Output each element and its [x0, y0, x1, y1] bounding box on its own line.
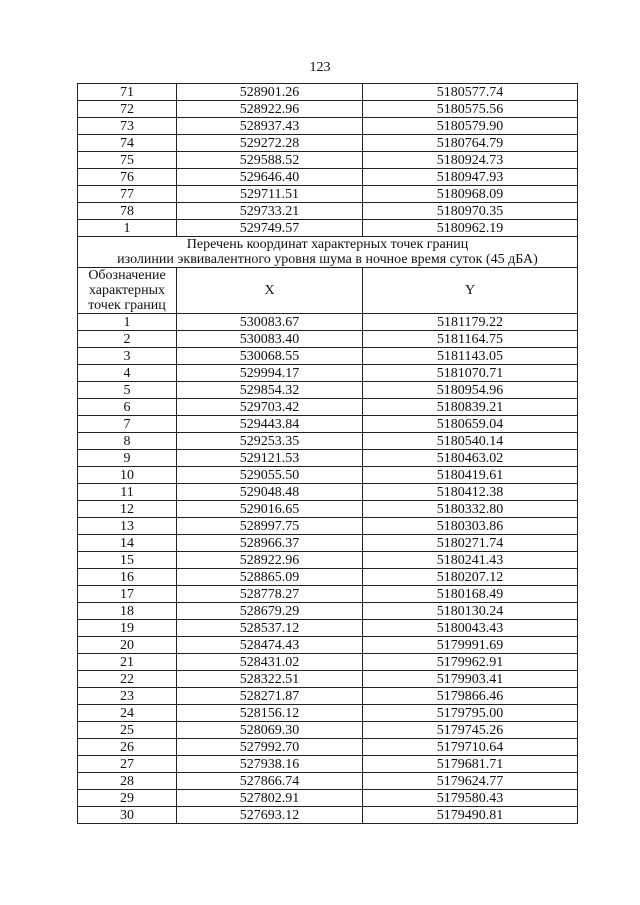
point-number-cell: 74 — [78, 135, 177, 152]
x-coordinate-cell: 529055.50 — [177, 467, 363, 484]
y-coordinate-cell: 5179681.71 — [363, 756, 578, 773]
table-row — [78, 552, 578, 569]
point-number-cell: 13 — [78, 518, 177, 535]
y-coordinate-cell: 5180463.02 — [363, 450, 578, 467]
table-row — [78, 807, 578, 824]
point-number-cell: 11 — [78, 484, 177, 501]
point-number-cell: 30 — [78, 807, 177, 824]
x-coordinate-cell: 530083.40 — [177, 331, 363, 348]
x-coordinate-cell: 529272.28 — [177, 135, 363, 152]
point-number-cell: 6 — [78, 399, 177, 416]
point-number-cell: 75 — [78, 152, 177, 169]
y-coordinate-cell: 5180168.49 — [363, 586, 578, 603]
point-number-cell: 78 — [78, 203, 177, 220]
table-row — [78, 722, 578, 739]
y-coordinate-cell: 5180303.86 — [363, 518, 578, 535]
x-coordinate-cell: 528537.12 — [177, 620, 363, 637]
x-coordinate-cell: 529749.57 — [177, 220, 363, 237]
y-coordinate-cell: 5179710.64 — [363, 739, 578, 756]
table-row — [78, 169, 578, 186]
y-coordinate-cell: 5180419.61 — [363, 467, 578, 484]
y-coordinate-cell: 5180540.14 — [363, 433, 578, 450]
y-coordinate-cell: 5180947.93 — [363, 169, 578, 186]
y-coordinate-cell: 5179991.69 — [363, 637, 578, 654]
point-number-cell: 10 — [78, 467, 177, 484]
column-header-y: Y — [363, 268, 578, 314]
point-number-cell: 12 — [78, 501, 177, 518]
table-row — [78, 790, 578, 807]
point-number-cell: 19 — [78, 620, 177, 637]
table-row — [78, 535, 578, 552]
table-row — [78, 484, 578, 501]
table-row — [78, 399, 578, 416]
table-row — [78, 467, 578, 484]
header-label-line-3: точек границ — [88, 298, 166, 313]
point-number-cell: 21 — [78, 654, 177, 671]
y-coordinate-cell: 5180332.80 — [363, 501, 578, 518]
y-coordinate-cell: 5181179.22 — [363, 314, 578, 331]
x-coordinate-cell: 528069.30 — [177, 722, 363, 739]
table-body-bottom — [78, 314, 578, 824]
column-header-row — [78, 268, 578, 314]
point-number-cell: 24 — [78, 705, 177, 722]
point-number-cell: 16 — [78, 569, 177, 586]
column-header-x: X — [177, 268, 363, 314]
point-number-cell: 8 — [78, 433, 177, 450]
x-coordinate-cell: 528865.09 — [177, 569, 363, 586]
x-coordinate-cell: 529121.53 — [177, 450, 363, 467]
table-row — [78, 101, 578, 118]
section-title — [78, 237, 578, 268]
x-coordinate-cell: 530083.67 — [177, 314, 363, 331]
point-number-cell: 18 — [78, 603, 177, 620]
x-coordinate-cell: 527802.91 — [177, 790, 363, 807]
point-number-cell: 15 — [78, 552, 177, 569]
point-number-cell: 2 — [78, 331, 177, 348]
table-row — [78, 688, 578, 705]
y-coordinate-cell: 5179745.26 — [363, 722, 578, 739]
point-number-cell: 77 — [78, 186, 177, 203]
y-coordinate-cell: 5180130.24 — [363, 603, 578, 620]
x-coordinate-cell: 528778.27 — [177, 586, 363, 603]
point-number-cell: 14 — [78, 535, 177, 552]
x-coordinate-cell: 529994.17 — [177, 365, 363, 382]
x-coordinate-cell: 529048.48 — [177, 484, 363, 501]
table-row — [78, 152, 578, 169]
x-coordinate-cell: 528901.26 — [177, 84, 363, 101]
header-label-line-1: Обозначение — [88, 268, 166, 283]
point-number-cell: 17 — [78, 586, 177, 603]
point-number-cell: 27 — [78, 756, 177, 773]
y-coordinate-cell: 5180579.90 — [363, 118, 578, 135]
y-coordinate-cell: 5180043.43 — [363, 620, 578, 637]
point-number-cell: 28 — [78, 773, 177, 790]
table-row — [78, 84, 578, 101]
x-coordinate-cell: 529253.35 — [177, 433, 363, 450]
point-number-cell: 72 — [78, 101, 177, 118]
table-row — [78, 739, 578, 756]
table-row — [78, 705, 578, 722]
x-coordinate-cell: 529646.40 — [177, 169, 363, 186]
table-row — [78, 620, 578, 637]
y-coordinate-cell: 5179866.46 — [363, 688, 578, 705]
table-row — [78, 654, 578, 671]
y-coordinate-cell: 5180954.96 — [363, 382, 578, 399]
y-coordinate-cell: 5179795.00 — [363, 705, 578, 722]
y-coordinate-cell: 5180764.79 — [363, 135, 578, 152]
y-coordinate-cell: 5180577.74 — [363, 84, 578, 101]
point-number-cell: 76 — [78, 169, 177, 186]
table-row — [78, 365, 578, 382]
y-coordinate-cell: 5180839.21 — [363, 399, 578, 416]
point-number-cell: 73 — [78, 118, 177, 135]
table-row — [78, 220, 578, 237]
table-row — [78, 518, 578, 535]
y-coordinate-cell: 5180241.43 — [363, 552, 578, 569]
table-row — [78, 186, 578, 203]
x-coordinate-cell: 528322.51 — [177, 671, 363, 688]
y-coordinate-cell: 5179624.77 — [363, 773, 578, 790]
x-coordinate-cell: 529703.42 — [177, 399, 363, 416]
table-row — [78, 671, 578, 688]
x-coordinate-cell: 528271.87 — [177, 688, 363, 705]
header-label-line-2: характерных — [88, 283, 166, 298]
y-coordinate-cell: 5180575.56 — [363, 101, 578, 118]
column-header-point-label — [78, 268, 177, 314]
y-coordinate-cell: 5179903.41 — [363, 671, 578, 688]
table-row — [78, 603, 578, 620]
table-row — [78, 756, 578, 773]
y-coordinate-cell: 5180271.74 — [363, 535, 578, 552]
section-title-line-1: Перечень координат характерных точек границ — [186, 237, 469, 252]
x-coordinate-cell: 529733.21 — [177, 203, 363, 220]
y-coordinate-cell: 5180207.12 — [363, 569, 578, 586]
point-number-cell: 1 — [78, 314, 177, 331]
point-number-cell: 71 — [78, 84, 177, 101]
x-coordinate-cell: 529016.65 — [177, 501, 363, 518]
y-coordinate-cell: 5180970.35 — [363, 203, 578, 220]
y-coordinate-cell: 5181143.05 — [363, 348, 578, 365]
point-number-cell: 5 — [78, 382, 177, 399]
point-number-cell: 22 — [78, 671, 177, 688]
x-coordinate-cell: 528156.12 — [177, 705, 363, 722]
table-row — [78, 637, 578, 654]
y-coordinate-cell: 5180962.19 — [363, 220, 578, 237]
point-number-cell: 7 — [78, 416, 177, 433]
table-row — [78, 118, 578, 135]
table-row — [78, 586, 578, 603]
table-row — [78, 314, 578, 331]
y-coordinate-cell: 5180659.04 — [363, 416, 578, 433]
section-header — [78, 237, 578, 314]
y-coordinate-cell: 5181070.71 — [363, 365, 578, 382]
x-coordinate-cell: 528997.75 — [177, 518, 363, 535]
x-coordinate-cell: 528679.29 — [177, 603, 363, 620]
point-number-cell: 23 — [78, 688, 177, 705]
table-row — [78, 382, 578, 399]
y-coordinate-cell: 5180968.09 — [363, 186, 578, 203]
point-number-cell: 20 — [78, 637, 177, 654]
table-row — [78, 203, 578, 220]
point-number-cell: 4 — [78, 365, 177, 382]
point-number-cell: 1 — [78, 220, 177, 237]
table-row — [78, 450, 578, 467]
y-coordinate-cell: 5179580.43 — [363, 790, 578, 807]
x-coordinate-cell: 528431.02 — [177, 654, 363, 671]
x-coordinate-cell: 528474.43 — [177, 637, 363, 654]
x-coordinate-cell: 529854.32 — [177, 382, 363, 399]
y-coordinate-cell: 5179490.81 — [363, 807, 578, 824]
table-row — [78, 569, 578, 586]
coordinates-table-container — [77, 83, 577, 824]
table-row — [78, 135, 578, 152]
x-coordinate-cell: 528922.96 — [177, 552, 363, 569]
table-row — [78, 773, 578, 790]
y-coordinate-cell: 5180412.38 — [363, 484, 578, 501]
x-coordinate-cell: 527866.74 — [177, 773, 363, 790]
x-coordinate-cell: 528937.43 — [177, 118, 363, 135]
page-number: 123 — [309, 60, 331, 75]
table-row — [78, 348, 578, 365]
x-coordinate-cell: 529711.51 — [177, 186, 363, 203]
table-row — [78, 501, 578, 518]
x-coordinate-cell: 528966.37 — [177, 535, 363, 552]
x-coordinate-cell: 529443.84 — [177, 416, 363, 433]
section-title-row — [78, 237, 578, 268]
x-coordinate-cell: 528922.96 — [177, 101, 363, 118]
point-number-cell: 29 — [78, 790, 177, 807]
point-number-cell: 25 — [78, 722, 177, 739]
table-row — [78, 416, 578, 433]
x-coordinate-cell: 530068.55 — [177, 348, 363, 365]
point-number-cell: 3 — [78, 348, 177, 365]
point-number-cell: 26 — [78, 739, 177, 756]
x-coordinate-cell: 527992.70 — [177, 739, 363, 756]
x-coordinate-cell: 529588.52 — [177, 152, 363, 169]
y-coordinate-cell: 5181164.75 — [363, 331, 578, 348]
y-coordinate-cell: 5180924.73 — [363, 152, 578, 169]
section-title-line-2: изолинии эквивалентного уровня шума в ночное время суток (45 дБА) — [117, 252, 538, 267]
point-number-cell: 9 — [78, 450, 177, 467]
coordinates-table — [77, 83, 578, 824]
table-row — [78, 331, 578, 348]
x-coordinate-cell: 527938.16 — [177, 756, 363, 773]
table-body-top — [78, 84, 578, 237]
y-coordinate-cell: 5179962.91 — [363, 654, 578, 671]
x-coordinate-cell: 527693.12 — [177, 807, 363, 824]
table-row — [78, 433, 578, 450]
